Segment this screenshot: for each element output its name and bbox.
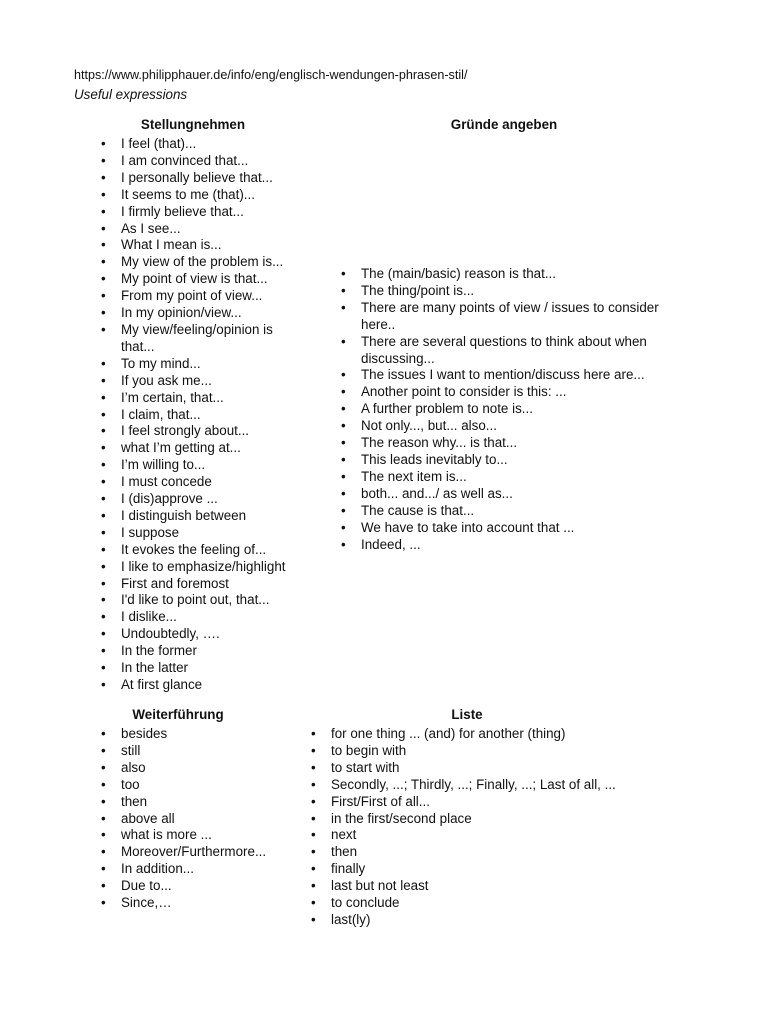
list-item: • both... and.../ as well as... [341,486,686,503]
list-item: • too [101,777,301,794]
list-item: • what I’m getting at... [101,440,301,457]
list-item: • then [311,844,671,861]
list-item: • It seems to me (that)... [101,187,301,204]
list-item: • I feel strongly about... [101,423,301,440]
list-item: • The next item is... [341,469,686,486]
list-item: • I distinguish between [101,508,301,525]
list-item: • First/First of all... [311,794,671,811]
list-item: • next [311,827,671,844]
list-item: • To my mind... [101,356,301,373]
list-item: • I (dis)approve ... [101,491,301,508]
list-item: • Due to... [101,878,301,895]
list-item: • In addition... [101,861,301,878]
list-item: • above all [101,811,301,828]
list-item: • From my point of view... [101,288,301,305]
list-item: • besides [101,726,301,743]
list-item: • In the latter [101,660,301,677]
list-item: • I firmly believe that... [101,204,301,221]
list-item: • last but not least [311,878,671,895]
list-item: • I am convinced that... [101,153,301,170]
list-weiterfuehrung [101,726,301,912]
list-item: • I like to emphasize/highlight [101,559,301,576]
list-item: • As I see... [101,221,301,238]
list-item: • Another point to consider is this: ... [341,384,686,401]
list-item: • still [101,743,301,760]
list-item: • Secondly, ...; Thirdly, ...; Finally, ...; Last of all, ... [311,777,671,794]
list-item: • Undoubtedly, …. [101,626,301,643]
list-item: • what is more ... [101,827,301,844]
list-item: • to conclude [311,895,671,912]
list-item: • What I mean is... [101,237,301,254]
heading-stellungnehmen: Stellungnehmen [140,117,246,132]
heading-weiterfuehrung: Weiterführung [132,707,224,722]
list-item: • This leads inevitably to... [341,452,686,469]
list-item: • In the former [101,643,301,660]
list-item: • My view/feeling/opinion is that... [101,322,301,356]
list-item: • The cause is that... [341,503,686,520]
list-item: • I feel (that)... [101,136,301,153]
list-item: • It evokes the feeling of... [101,542,301,559]
list-item: • also [101,760,301,777]
list-item: • The (main/basic) reason is that... [341,266,686,283]
list-item: • then [101,794,301,811]
list-item: • If you ask me... [101,373,301,390]
list-item: • I dislike... [101,609,301,626]
list-stellungnehmen [101,136,301,694]
list-gruende-angeben [341,266,686,553]
heading-liste: Liste [451,707,483,722]
page-subtitle: Useful expressions [74,87,188,102]
list-item: • last(ly) [311,912,671,929]
list-item: • Since,… [101,895,301,912]
source-url: https://www.philipphauer.de/info/eng/englisch-wendungen-phrasen-stil/ [74,68,468,82]
list-item: • My point of view is that... [101,271,301,288]
list-item: • The thing/point is... [341,283,686,300]
list-item: • At first glance [101,677,301,694]
list-item: • We have to take into account that ... [341,520,686,537]
list-item: • I claim, that... [101,407,301,424]
list-item: • to begin with [311,743,671,760]
list-item: • I’m willing to... [101,457,301,474]
list-item: • First and foremost [101,576,301,593]
list-item: • The issues I want to mention/discuss here are... [341,367,686,384]
list-item: • The reason why... is that... [341,435,686,452]
list-item: • There are several questions to think about when discussing... [341,334,686,368]
heading-gruende-angeben: Gründe angeben [450,117,558,132]
list-item: • Moreover/Furthermore... [101,844,301,861]
list-item: • Not only..., but... also... [341,418,686,435]
list-item: • I'd like to point out, that... [101,592,301,609]
list-item: • I must concede [101,474,301,491]
list-item: • There are many points of view / issues to consider here.. [341,300,686,334]
list-item: • for one thing ... (and) for another (thing) [311,726,671,743]
list-item: • Indeed, ... [341,537,686,554]
list-item: • A further problem to note is... [341,401,686,418]
list-item: • In my opinion/view... [101,305,301,322]
list-item: • I personally believe that... [101,170,301,187]
list-liste [311,726,671,929]
list-item: • I’m certain, that... [101,390,301,407]
list-item: • to start with [311,760,671,777]
list-item: • My view of the problem is... [101,254,301,271]
list-item: • in the first/second place [311,811,671,828]
list-item: • finally [311,861,671,878]
list-item: • I suppose [101,525,301,542]
